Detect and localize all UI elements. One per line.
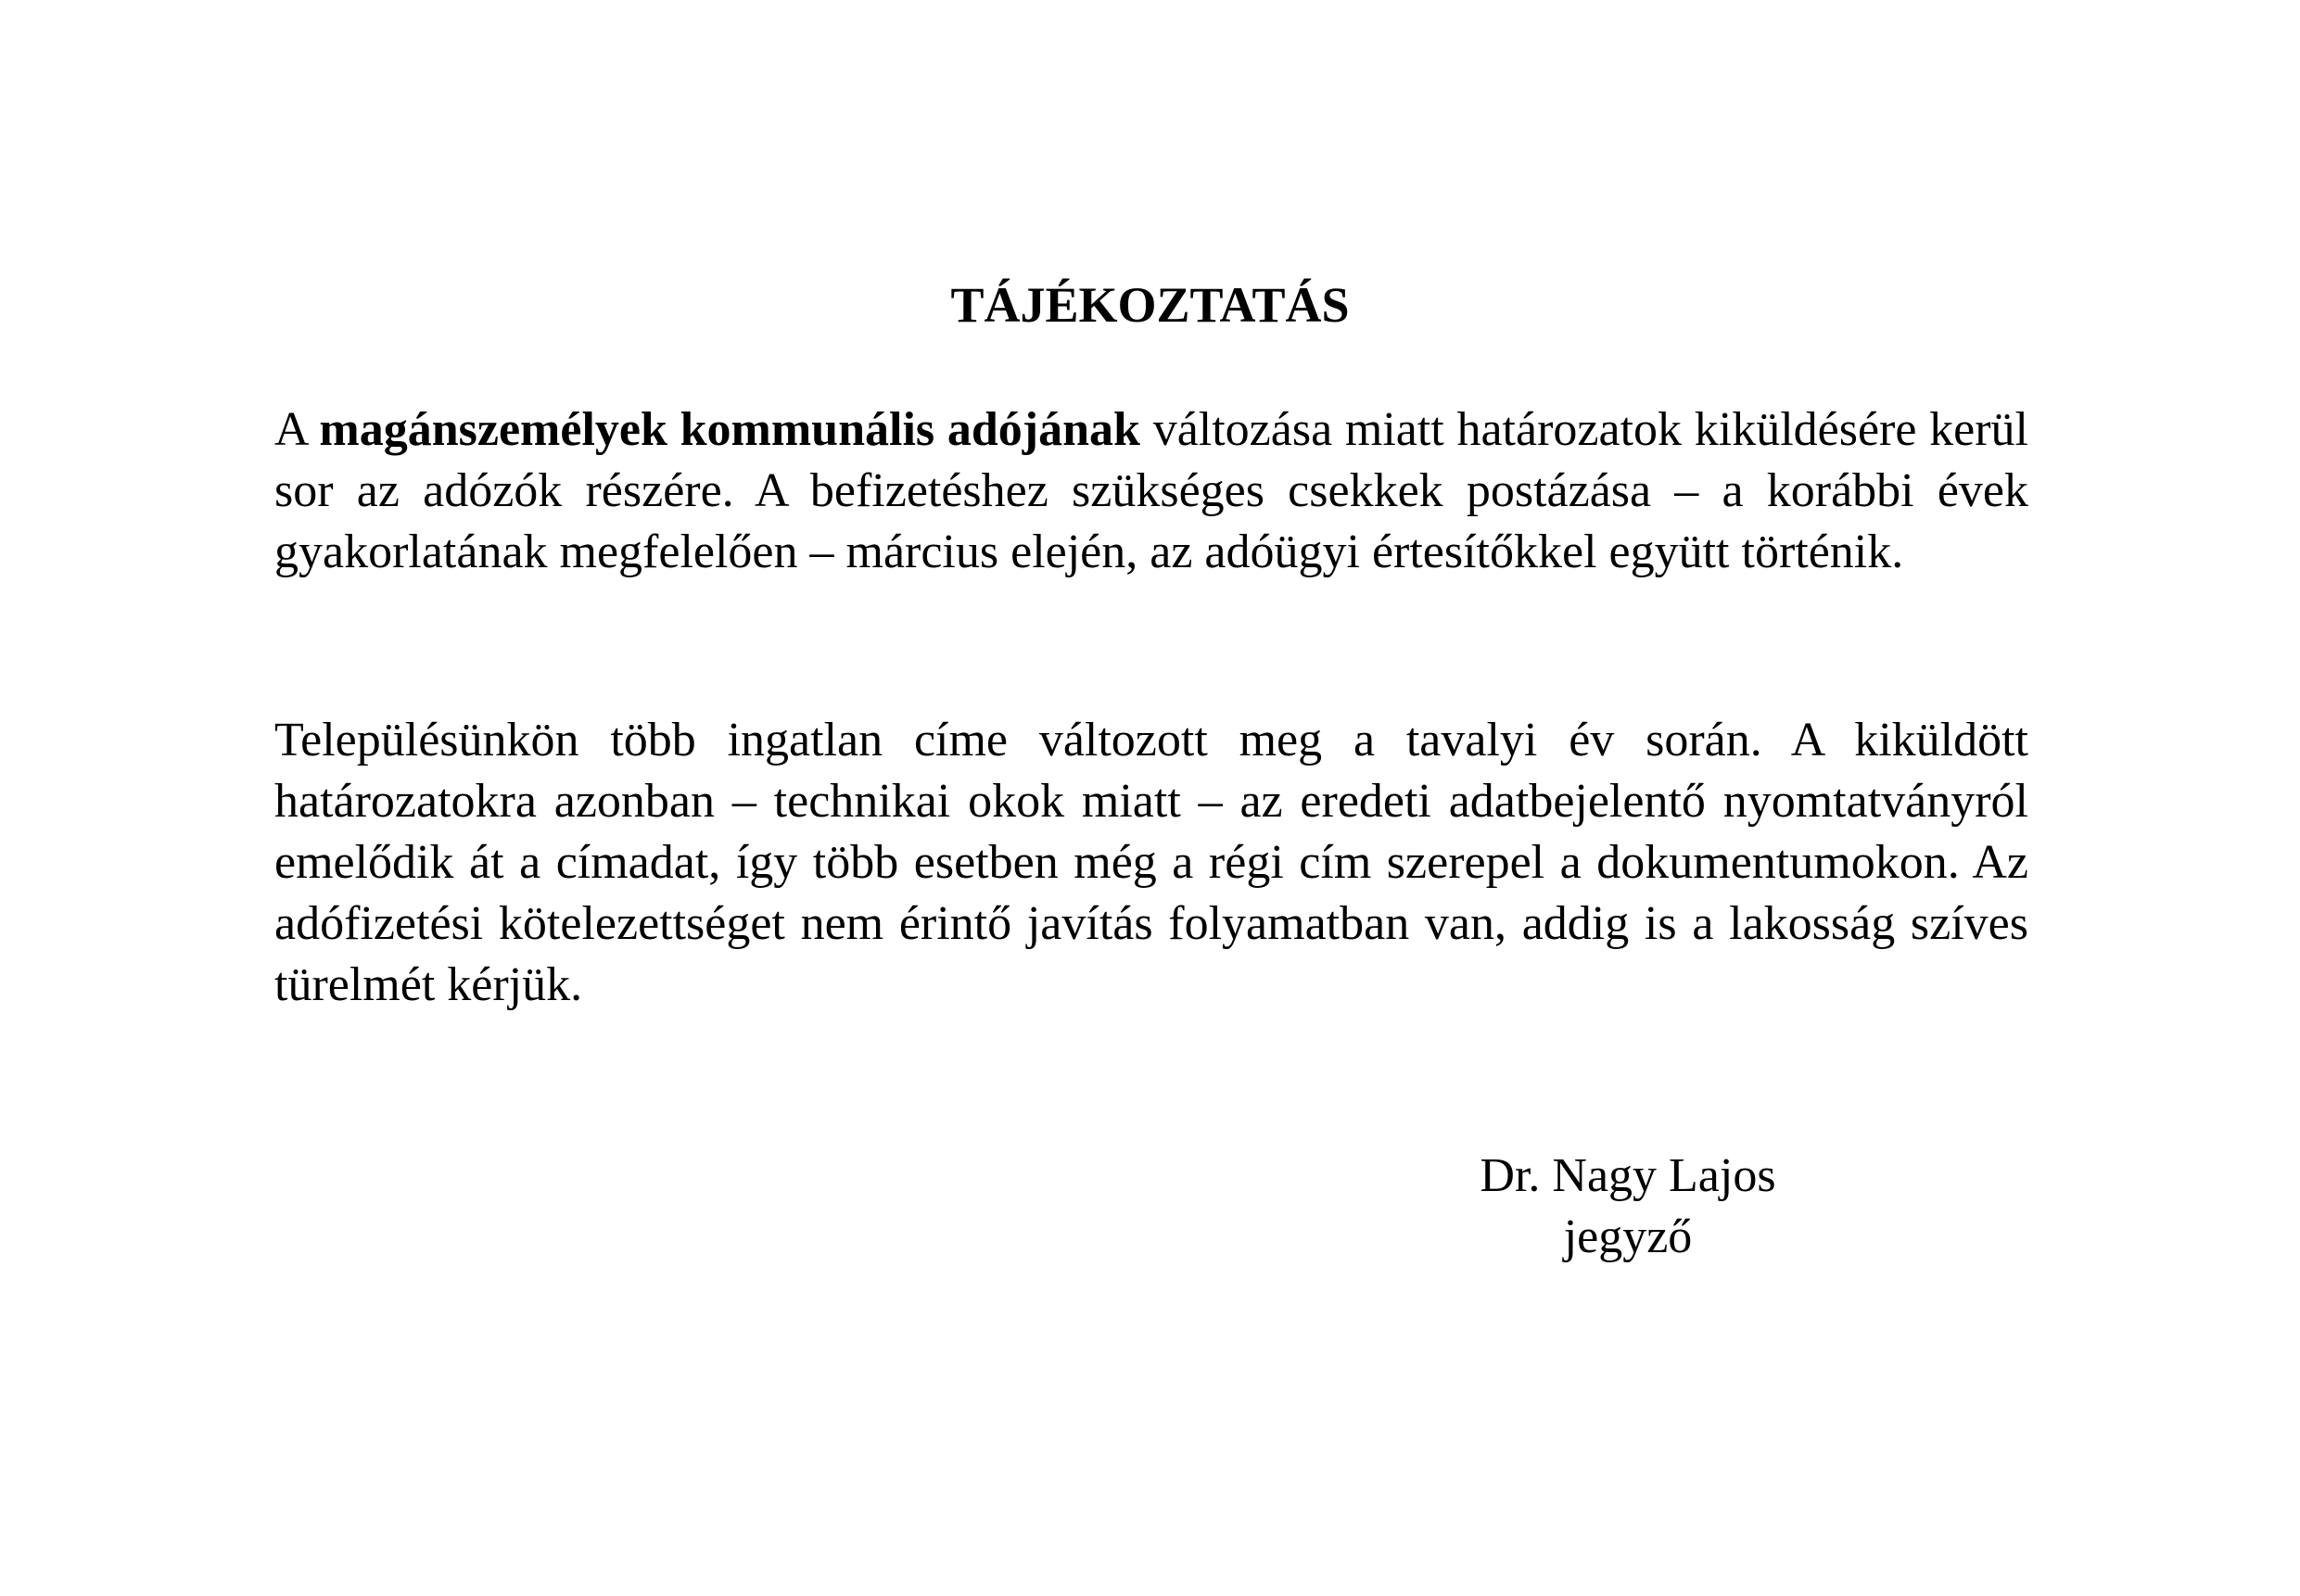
signature-block [1405, 1146, 1850, 1268]
signature-name: Dr. Nagy Lajos [1480, 1149, 1776, 1202]
paragraph-1 [274, 399, 2028, 583]
paragraph-2: Településünkön több ingatlan címe változott meg a tavalyi év során. A kiküldött határozatokra azonban – technikai okok miatt – az eredeti adatbejelentő nyomtatványról emelődik át a címadat, így több esetben még a régi cím szerepel a dokumentumokon. Az adófizetési kötelezettséget nem érintő javítás folyamatban van, addig is a lakosság szíves türelmét kérjük. [274, 714, 2028, 1011]
document-title: TÁJÉKOZTATÁS [950, 277, 1350, 333]
signature-role: jegyző [1563, 1210, 1693, 1263]
paragraph-1-emphasis: magánszemélyek kommunális adójának [319, 403, 1140, 456]
paragraph-1-rest: változása miatt határozatok kiküldésére kerül sor az adózók részére. A befizetéshez szükséges csekkek postázása – a korábbi évek gyakorlatának megfelelően – március elején, az adóügyi értesítőkkel együtt történik. [274, 403, 2029, 578]
paragraph-1-lead: A [274, 403, 320, 456]
